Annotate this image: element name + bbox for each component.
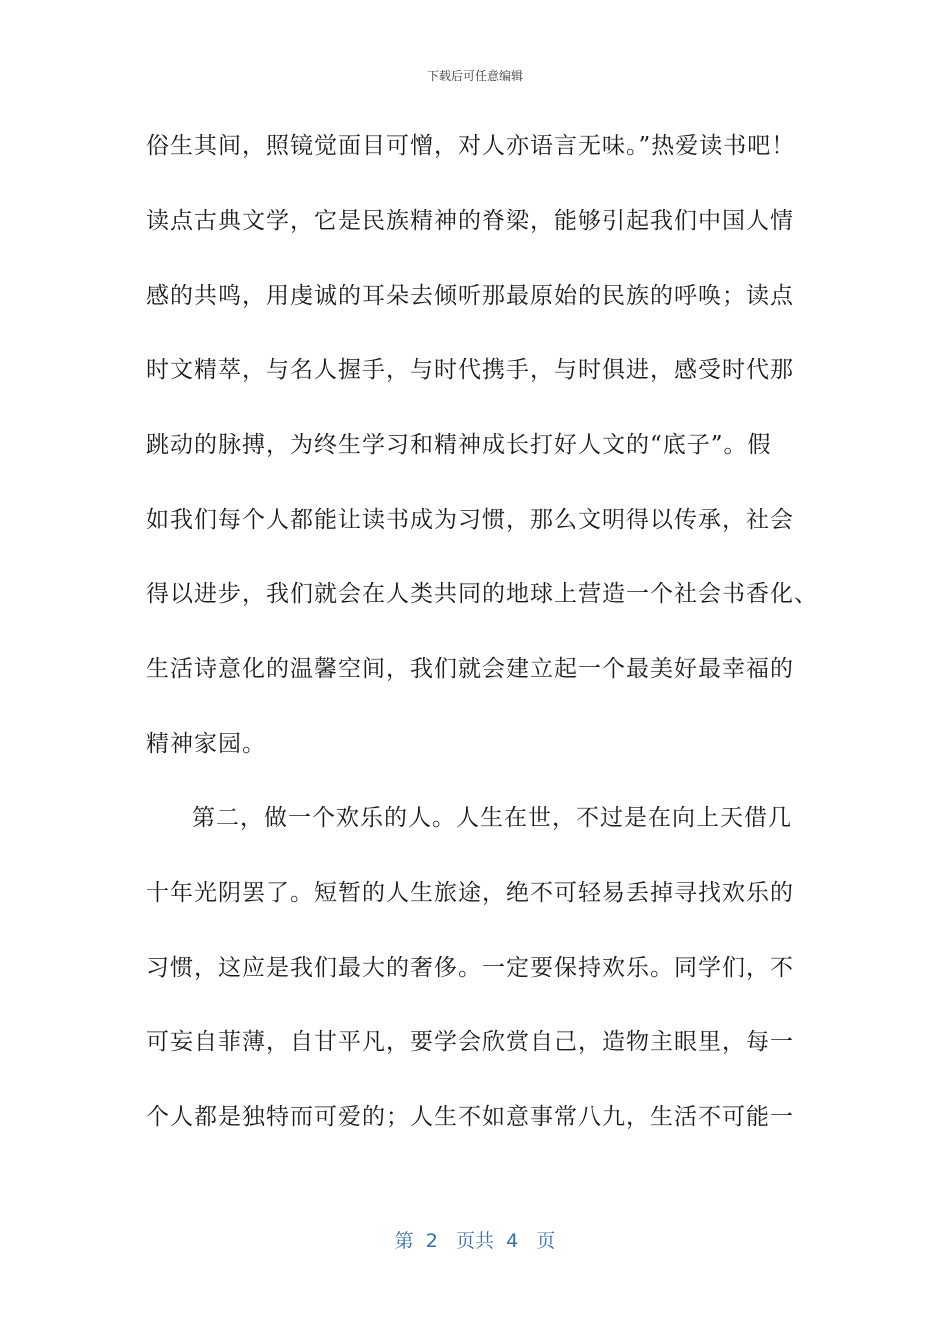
text-line: 得以进步，我们就会在人类共同的地球上营造一个社会书香化、 <box>146 581 818 607</box>
page-footer <box>0 1226 950 1253</box>
text-line: 读点古典文学，它是民族精神的脊梁，能够引起我们中国人情 <box>146 208 794 234</box>
text-line: 习惯，这应是我们最大的奢侈。一定要保持欢乐。同学们，不 <box>146 955 794 981</box>
text-line: 如我们每个人都能让读书成为习惯，那么文明得以传承，社会 <box>146 507 794 533</box>
text-line: 生活诗意化的温馨空间，我们就会建立起一个最美好最幸福的 <box>146 656 794 682</box>
footer-suffix: 页 <box>536 1230 556 1252</box>
paragraph-first-line: 第二，做一个欢乐的人。人生在世，不过是在向上天借几 <box>192 805 792 831</box>
footer-middle: 页共 <box>455 1230 494 1252</box>
text-line: 十年光阴罢了。短暂的人生旅途，绝不可轻易丢掉寻找欢乐的 <box>146 880 794 906</box>
text-line: 个人都是独特而可爱的；人生不如意事常八九，生活不可能一 <box>146 1104 794 1130</box>
footer-prefix: 第 <box>394 1230 414 1252</box>
header-note: 下载后可任意编辑 <box>426 69 523 83</box>
total-pages-number: 4 <box>506 1230 519 1252</box>
text-line: 跳动的脉搏，为终生学习和精神成长打好人文的“底子”。假 <box>146 432 772 458</box>
text-line: 俗生其间，照镜觉面目可憎，对人亦语言无味。”热爱读书吧！ <box>146 133 796 159</box>
text-line: 精神家园。 <box>146 731 266 757</box>
current-page-number: 2 <box>425 1230 438 1252</box>
text-line: 时文精萃，与名人握手，与时代携手，与时俱进，感受时代那 <box>146 357 794 383</box>
text-line: 可妄自菲薄，自甘平凡，要学会欣赏自己，造物主眼里，每一 <box>146 1029 794 1055</box>
text-line: 感的共鸣，用虔诚的耳朵去倾听那最原始的民族的呼唤；读点 <box>146 283 794 309</box>
